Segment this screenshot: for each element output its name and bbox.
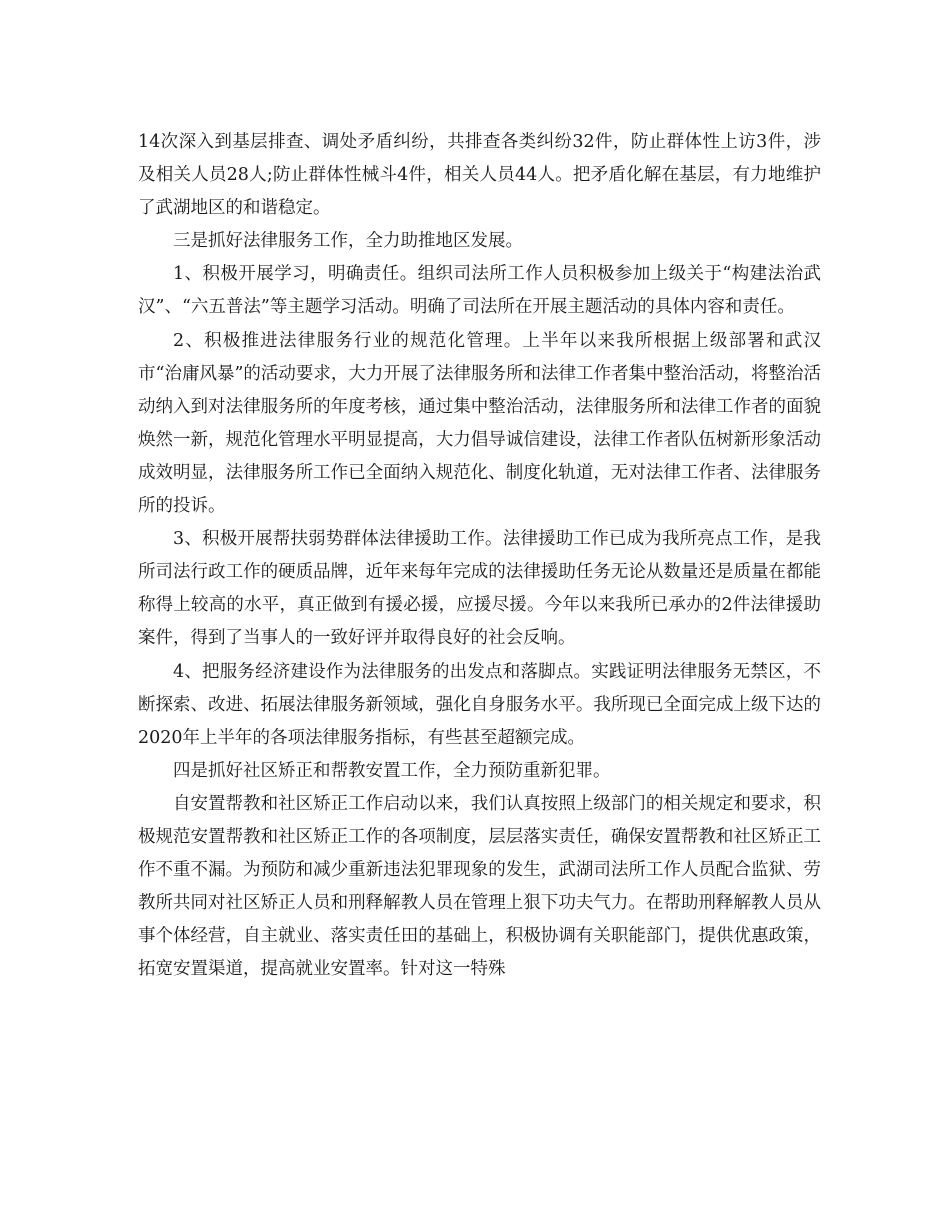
paragraph-section-three-heading: 三是抓好法律服务工作，全力助推地区发展。 [173, 231, 523, 252]
paragraph-section-four-body: 自安置帮教和社区矫正工作启动以来，我们认真按照上级部门的相关规定和要求，积极规范安置帮教和社区矫正工作的各项制度，层层落实责任，确保安置帮教和社区矫正工作不重不漏。为预防和减少重新违法犯罪现象的发生，武湖司法所工作人员配合监狱、劳教所共同对社区矫正人员和刑释解教人员在管理上狠下功夫气力。在帮助刑释解教人员从事个体经营，自主就业、落实责任田的基础上，积极协调有关职能部门，提供优惠政策，拓宽安置渠道，提高就业安置率。针对这一特殊 [138, 793, 821, 980]
paragraph-continuation: 14次深入到基层排查、调处矛盾纠纷，共排查各类纠纷32件，防止群体性上访3件，涉及相关人员28人;防止群体性械斗4件，相关人员44人。把矛盾化解在基层，有力地维护了武湖地区的和谐稳定。 [138, 132, 821, 219]
paragraph-item-2: 2、积极推进法律服务行业的规范化管理。上半年以来我所根据上级部署和武汉市“治庸风暴”的活动要求，大力开展了法律服务所和法律工作者集中整治活动，将整治活动纳入到对法律服务所的年度考核，通过集中整治活动，法律服务所和法律工作者的面貌焕然一新，规范化管理水平明显提高，大力倡导诚信建设，法律工作者队伍树新形象活动成效明显，法律服务所工作已全面纳入规范化、制度化轨道，无对法律工作者、法律服务所的投诉。 [138, 330, 821, 517]
paragraph-item-3: 3、积极开展帮扶弱势群体法律援助工作。法律援助工作已成为我所亮点工作，是我所司法行政工作的硬质品牌，近年来每年完成的法律援助任务无论从数量还是质量在都能称得上较高的水平，真正做到有援必援，应援尽援。今年以来我所已承办的2件法律援助案件，得到了当事人的一致好评并取得良好的社会反响。 [138, 529, 821, 649]
paragraph-item-4: 4、把服务经济建设作为法律服务的出发点和落脚点。实践证明法律服务无禁区，不断探索、改进、拓展法律服务新领域，强化自身服务水平。我所现已全面完成上级下达的2020年上半年的各项法律服务指标，有些甚至超额完成。 [138, 661, 821, 748]
paragraph-item-1: 1、积极开展学习，明确责任。组织司法所工作人员积极参加上级关于“构建法治武汉”、“六五普法”等主题学习活动。明确了司法所在开展主题活动的具体内容和责任。 [138, 264, 821, 318]
paragraph-section-four-heading: 四是抓好社区矫正和帮教安置工作，全力预防重新犯罪。 [173, 760, 611, 781]
document-body [138, 126, 821, 986]
